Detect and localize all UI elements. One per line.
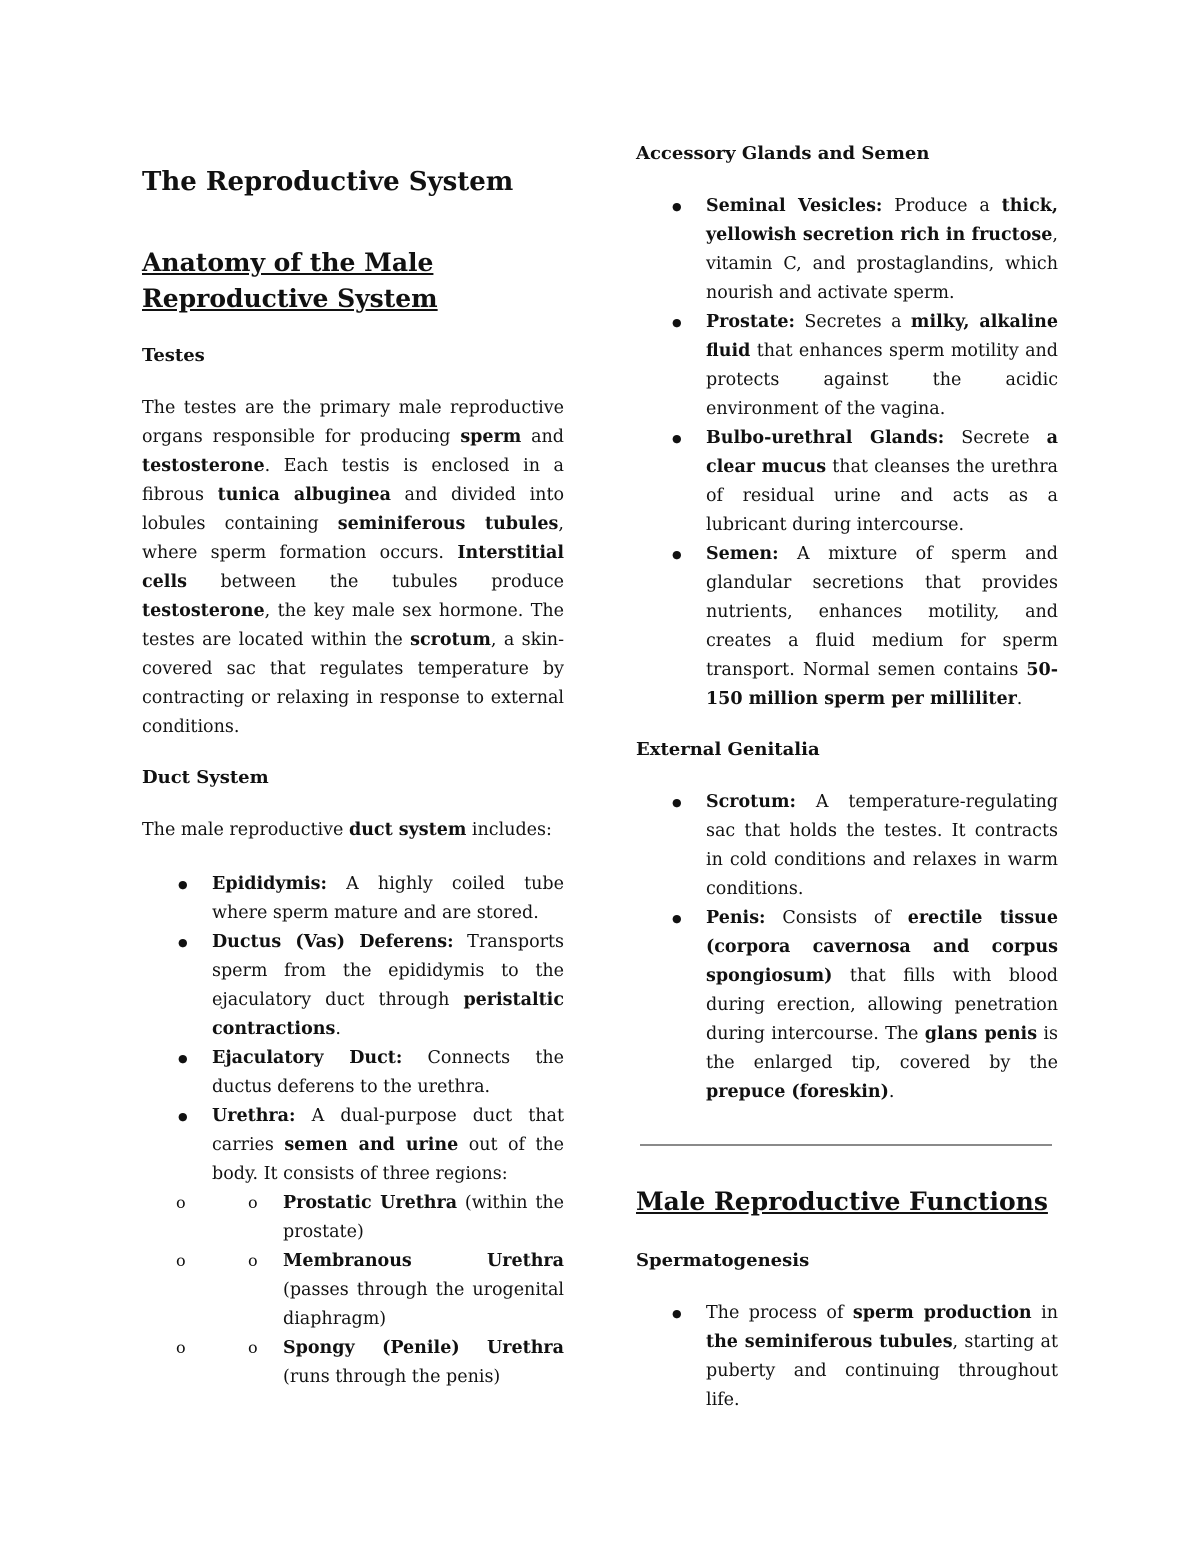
section-title-functions: Male Reproductive Functions: [636, 1187, 1048, 1216]
list-item-prostatic-urethra: o o Prostatic Urethra (within the prostate): [142, 1189, 564, 1247]
list-item-bulbo-urethral-glands: ● Bulbo-urethral Glands: Secrete a clear mucus that cleanses the urethra of residual urine and acts as a lubricant during intercourse.: [636, 424, 1058, 540]
accessory-list: [636, 192, 1058, 714]
list-item-seminal-vesicles: ● Seminal Vesicles: Produce a thick, yellowish secretion rich in fructose, vitamin C, and prostaglandins, which nourish and activate sperm.: [636, 192, 1058, 308]
document-title: The Reproductive System: [142, 167, 514, 197]
testes-paragraph: The testes are the primary male reproductive organs responsible for producing sperm and testosterone. Each testis is enclosed in a fibrous tunica albuginea and divided into lobules containing seminiferous tubules, where sperm formation occurs. Interstitial cells between the tubules produce testosterone, the key male sex hormone. The testes are located within the scrotum, a skin-covered sac that regulates temperature by contracting or relaxing in response to external conditions.: [142, 398, 565, 737]
list-item-urethra: ● Urethra: A dual-purpose duct that carries semen and urine out of the body. It consists of three regions: o o Prostatic Urethra (within the prostate) o o Membranous Urethra (passes through the urogenital diaphragm) o o Spongy (Penile) Urethra (runs through the penis): [142, 1102, 564, 1392]
list-item-sperm-production: ● The process of sperm production in the seminiferous tubules, starting at puberty and continuing throughout life.: [636, 1299, 1058, 1415]
spermatogenesis-list: [636, 1299, 1058, 1415]
list-item-semen: ● Semen: A mixture of sperm and glandular secretions that provides nutrients, enhances motility, and creates a fluid medium for sperm transport. Normal semen contains 50-150 million sperm per milliliter.: [636, 540, 1058, 714]
duct-intro: The male reproductive duct system includes:: [142, 820, 552, 840]
list-item-ejaculatory-duct: ● Ejaculatory Duct: Connects the ductus deferens to the urethra.: [142, 1044, 564, 1102]
list-item-epididymis: ● Epididymis: A highly coiled tube where sperm mature and are stored.: [142, 870, 564, 928]
list-item-spongy-urethra: o o Spongy (Penile) Urethra (runs through the penis): [142, 1334, 564, 1392]
list-item-prostate: ● Prostate: Secretes a milky, alkaline fluid that enhances sperm motility and protects against the acidic environment of the vagina.: [636, 308, 1058, 424]
heading-spermatogenesis: Spermatogenesis: [636, 1250, 810, 1271]
heading-testes: Testes: [142, 345, 205, 366]
horizontal-divider: [640, 1144, 1052, 1146]
list-item-membranous-urethra: o o Membranous Urethra (passes through the urogenital diaphragm): [142, 1247, 564, 1334]
urethra-regions-list: [142, 1189, 564, 1392]
list-item-scrotum: ● Scrotum: A temperature-regulating sac that holds the testes. It contracts in cold conditions and relaxes in warm conditions.: [636, 788, 1058, 904]
external-list: [636, 788, 1058, 1107]
section-title-anatomy: Anatomy of the Male Reproductive System: [142, 248, 438, 313]
heading-external-genitalia: External Genitalia: [636, 739, 820, 760]
duct-list: [142, 870, 564, 1392]
heading-accessory-glands: Accessory Glands and Semen: [636, 143, 930, 164]
list-item-vas-deferens: ● Ductus (Vas) Deferens: Transports sperm from the epididymis to the ejaculatory duct through peristaltic contractions.: [142, 928, 564, 1044]
list-item-penis: ● Penis: Consists of erectile tissue (corpora cavernosa and corpus spongiosum) that fills with blood during erection, allowing penetration during intercourse. The glans penis is the enlarged tip, covered by the prepuce (foreskin).: [636, 904, 1058, 1107]
heading-duct-system: Duct System: [142, 767, 269, 788]
